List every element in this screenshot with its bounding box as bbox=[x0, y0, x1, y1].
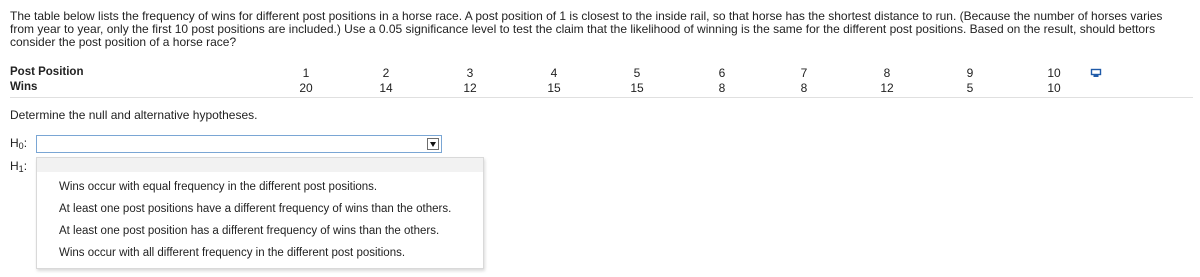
post-position-header: Post Position bbox=[10, 66, 84, 78]
problem-statement: The table below lists the frequency of wins for different post positions in a horse race. A post position of 1 is closest to the inside rail, so that horse has the shortest distance to run. (Because the number of horses varies from year to year, only the first 10 post positions are included.) Use a 0.05 significance level to test the claim that the likelihood of winning is the same for the different post positions. Based on the result, should bettors consider the post position of a horse race? bbox=[10, 9, 1163, 49]
dropdown-option[interactable]: Wins occur with equal frequency in the different post positions. bbox=[59, 181, 378, 193]
wins-cell: 12 bbox=[880, 81, 894, 95]
dropdown-top-strip bbox=[37, 158, 483, 172]
table-divider bbox=[10, 97, 1193, 98]
wins-cell: 8 bbox=[800, 81, 808, 95]
instruction-text: Determine the null and alternative hypotheses. bbox=[10, 108, 258, 122]
wins-cell: 14 bbox=[379, 81, 393, 95]
h1-label: $H_1$: bbox=[10, 159, 28, 174]
position-cell: 1 bbox=[302, 66, 310, 80]
wins-cell: 15 bbox=[630, 81, 644, 95]
position-cell: 7 bbox=[800, 66, 808, 80]
wins-cell: 10 bbox=[1047, 81, 1061, 95]
wins-header: Wins bbox=[10, 81, 38, 93]
position-cell: 4 bbox=[550, 66, 558, 80]
position-cell: 2 bbox=[382, 66, 390, 80]
position-cell: 9 bbox=[966, 66, 974, 80]
position-cell: 6 bbox=[718, 66, 726, 80]
dropdown-option[interactable]: Wins occur with all different frequency in the different post positions. bbox=[59, 247, 406, 259]
position-cell: 8 bbox=[883, 66, 891, 80]
data-table bbox=[10, 66, 1193, 100]
position-cell: 10 bbox=[1047, 66, 1061, 80]
dropdown-option[interactable]: At least one post positions have a different frequency of wins than the others. bbox=[59, 203, 452, 215]
wins-cell: 12 bbox=[463, 81, 477, 95]
wins-cell: 5 bbox=[966, 81, 974, 95]
wins-cell: 8 bbox=[718, 81, 726, 95]
wins-cell: 15 bbox=[547, 81, 561, 95]
h0-label: $H_0$: bbox=[10, 136, 28, 151]
dropdown-option[interactable]: At least one post position has a different frequency of wins than the others. bbox=[59, 225, 440, 237]
position-cell: 5 bbox=[633, 66, 641, 80]
position-cell: 3 bbox=[466, 66, 474, 80]
wins-cell: 20 bbox=[299, 81, 313, 95]
dropdown-arrow-icon[interactable] bbox=[427, 138, 439, 150]
copy-icon[interactable] bbox=[1090, 67, 1102, 77]
h0-select[interactable] bbox=[36, 135, 442, 153]
h1-dropdown-menu bbox=[36, 157, 484, 269]
